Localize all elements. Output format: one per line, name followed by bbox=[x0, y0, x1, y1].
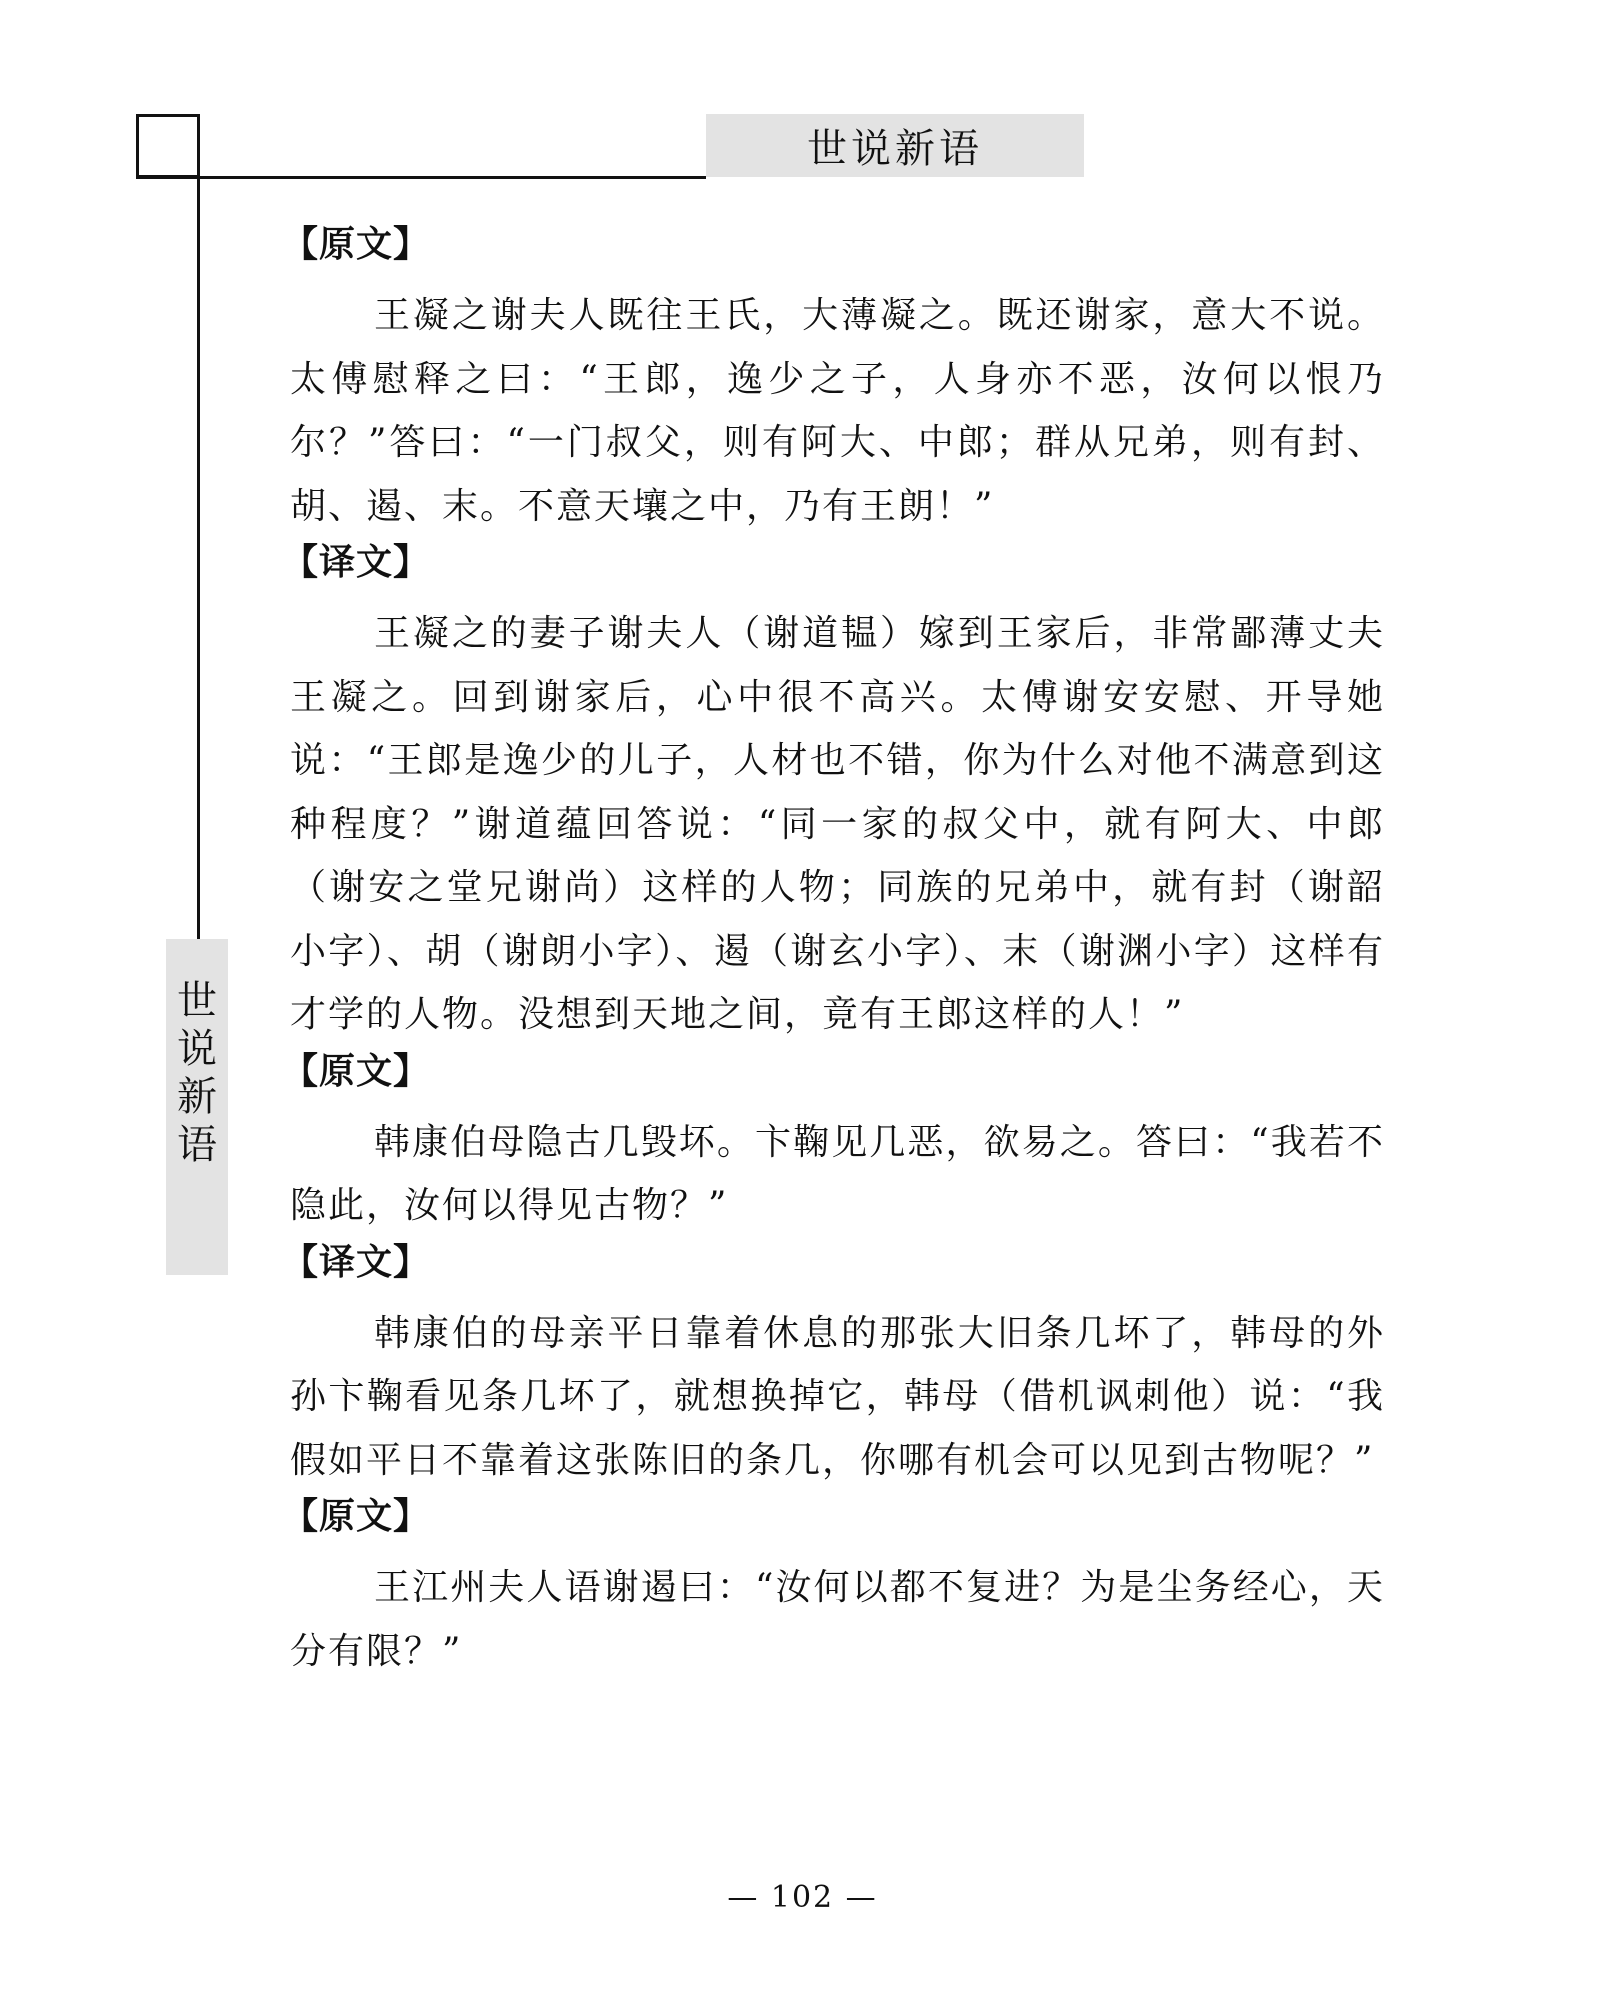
side-tab-char: 世 bbox=[177, 978, 217, 1024]
section-label: 【原文】 bbox=[282, 224, 431, 265]
page-body bbox=[282, 222, 1385, 1685]
section-text: 韩康伯的母亲平日靠着休息的那张大旧条几坏了，韩母的外孙卞鞠看见条几坏了，就想换掉它，韩母（借机讽刺他）说：“我假如平日不靠着这张陈旧的条几，你哪有机会可以见到古物呢？” bbox=[290, 1312, 1385, 1481]
side-tab-char: 新 bbox=[177, 1074, 217, 1120]
section-label: 【译文】 bbox=[282, 1241, 431, 1283]
section-translation-1 bbox=[282, 540, 1385, 1047]
section-text: 韩康伯母隐古几毁坏。卞鞠见几恶，欲易之。答曰：“我若不隐此，汝何以得见古物？” bbox=[290, 1121, 1385, 1226]
section-text: 王凝之谢夫人既往王氏，大薄凝之。既还谢家，意大不说。太傅慰释之曰：“王郎，逸少之子，人身亦不恶，汝何以恨乃尔？”答曰：“一门叔父，则有阿大、中郎；群从兄弟，则有封、胡、遏、末。不意天壤之中，乃有王朗！” bbox=[290, 295, 1385, 527]
header-rule bbox=[136, 176, 706, 179]
page-number: — 102 — bbox=[727, 1880, 878, 1915]
corner-frame-box bbox=[136, 114, 200, 178]
section-original-3 bbox=[282, 1494, 1385, 1683]
book-title: 世说新语 bbox=[807, 126, 983, 172]
section-label: 【原文】 bbox=[282, 1496, 431, 1537]
section-translation-2 bbox=[282, 1240, 1385, 1493]
side-tab-char: 语 bbox=[177, 1122, 217, 1168]
section-label: 【原文】 bbox=[282, 1050, 431, 1092]
section-label: 【译文】 bbox=[282, 542, 431, 583]
running-header bbox=[706, 114, 1084, 177]
section-original-2 bbox=[282, 1049, 1385, 1238]
margin-rule bbox=[197, 114, 200, 939]
side-tab-char: 说 bbox=[177, 1026, 217, 1072]
side-thumb-tab bbox=[166, 939, 228, 1275]
section-text: 王凝之的妻子谢夫人（谢道韫）嫁到王家后，非常鄙薄丈夫王凝之。回到谢家后，心中很不高兴。太傅谢安安慰、开导她说：“王郎是逸少的儿子，人材也不错，你为什么对他不满意到这种程度？”谢道蕴回答说：“同一家的叔父中，就有阿大、中郎（谢安之堂兄谢尚）这样的人物；同族的兄弟中，就有封（谢韶小字）、胡（谢朗小字）、遏（谢玄小字）、末（谢渊小字）这样有才学的人物。没想到天地之间，竟有王郎这样的人！” bbox=[290, 613, 1385, 1035]
section-text: 王江州夫人语谢遏曰：“汝何以都不复进？为是尘务经心，天分有限？” bbox=[290, 1567, 1385, 1672]
section-original-1 bbox=[282, 222, 1385, 538]
